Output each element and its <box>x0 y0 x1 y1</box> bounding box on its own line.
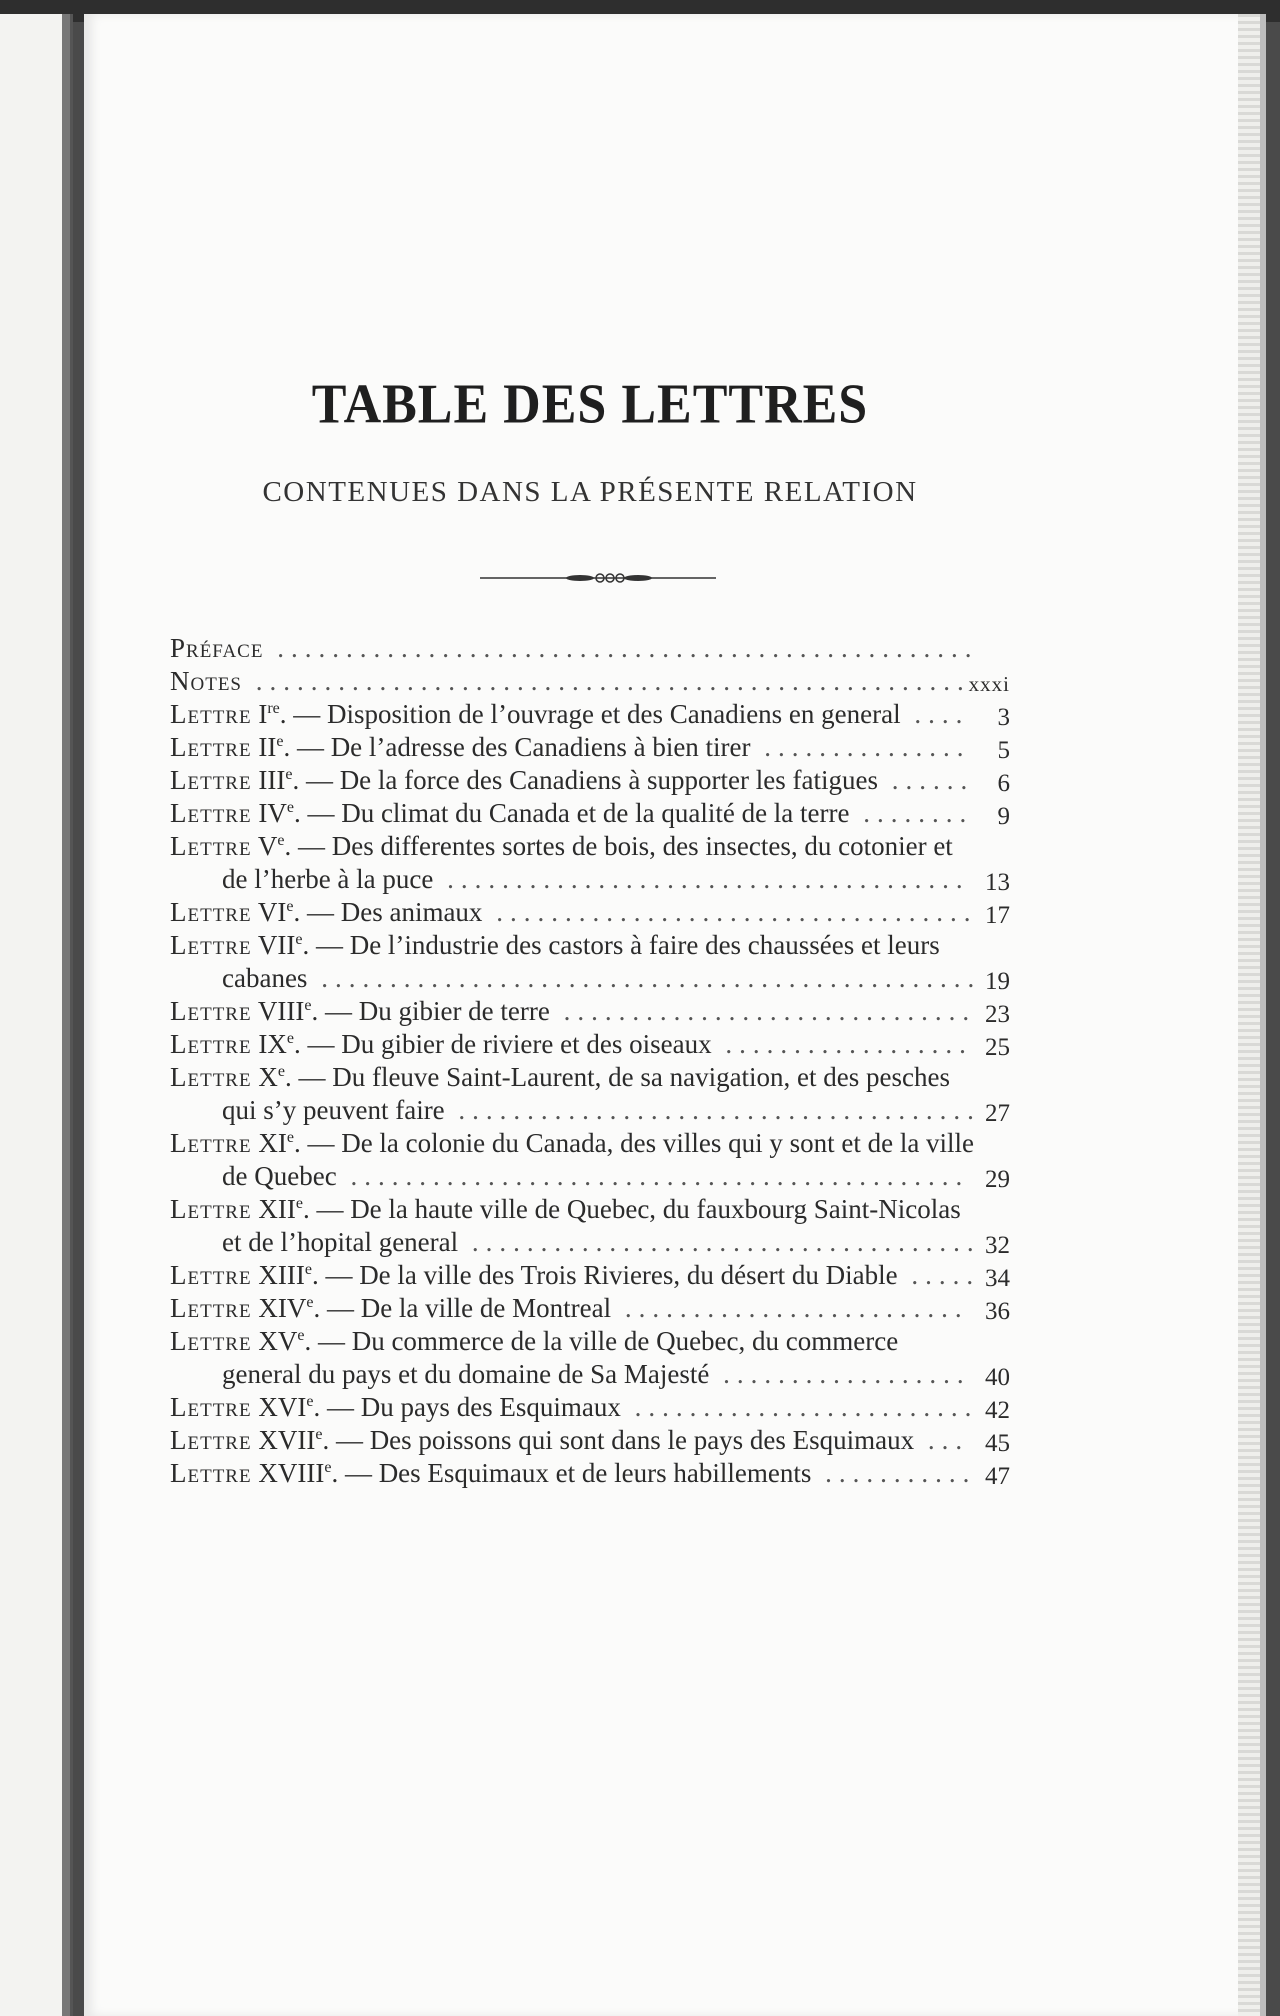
entry-separator: . — <box>284 1062 333 1092</box>
leader-dots: ................................... <box>482 897 978 927</box>
ordinal-suffix: e <box>304 997 312 1014</box>
leader-dots: .............................. <box>549 996 977 1026</box>
ordinal-suffix: e <box>295 1195 303 1212</box>
entry-label: Notes <box>170 666 242 696</box>
entry-label: Lettre <box>170 798 252 828</box>
page-number: 6 <box>997 770 1010 797</box>
entry-label: Lettre <box>170 1128 252 1158</box>
page-number: 3 <box>997 704 1010 731</box>
leader-dots: ...... <box>878 765 975 795</box>
toc-entry-text <box>170 1325 982 1391</box>
entry-label: Lettre <box>170 996 252 1026</box>
entry-label: Lettre <box>170 699 252 729</box>
toc-entry-text <box>170 764 982 797</box>
entry-separator: . — <box>304 1326 352 1356</box>
page-number: 29 <box>985 1166 1010 1193</box>
letter-number: XI <box>258 1128 287 1158</box>
ordinal-suffix: re <box>267 700 280 717</box>
entry-title: Disposition de l’ouvrage et des Canadiens en general <box>327 699 901 729</box>
toc-entry-text <box>170 1193 982 1259</box>
toc-entry-text <box>170 929 982 995</box>
entry-title: Des poissons qui sont dans le pays des Esquimaux <box>369 1425 915 1455</box>
entry-title: De la ville des Trois Rivieres, du désert du Diable <box>359 1260 898 1290</box>
letter-number: V <box>257 831 278 861</box>
entry-label: Lettre <box>170 1062 252 1092</box>
letter-number: III <box>258 765 286 795</box>
ordinal-suffix: e <box>286 1129 294 1146</box>
letter-number: XVI <box>258 1392 307 1422</box>
letter-number: X <box>258 1062 278 1092</box>
toc-entry[interactable] <box>170 731 1020 764</box>
entry-label: Préface <box>170 633 264 663</box>
entry-label: Lettre <box>170 1260 252 1290</box>
entry-separator: . — <box>283 732 331 762</box>
entry-separator: . — <box>302 1194 351 1224</box>
letter-number: I <box>258 699 268 729</box>
entry-separator: . — <box>302 930 350 960</box>
entry-separator: . — <box>331 1458 379 1488</box>
page-number: 5 <box>997 737 1010 764</box>
page-number: xxxi <box>968 672 1010 696</box>
entry-label: Lettre <box>170 1458 252 1488</box>
entry-separator: . — <box>292 765 340 795</box>
page-number: 36 <box>985 1298 1010 1325</box>
entry-separator: . — <box>293 1029 342 1059</box>
toc-entry-text <box>170 665 982 698</box>
page-number: 40 <box>985 1364 1010 1391</box>
toc-entry-text <box>170 1259 982 1292</box>
entry-title: De l’adresse des Canadiens à bien tirer <box>330 732 751 762</box>
entry-separator: . — <box>293 798 342 828</box>
ordinal-suffix: e <box>286 898 294 915</box>
leader-dots: ........... <box>811 1458 977 1488</box>
letter-number: IV <box>258 798 287 828</box>
ordinal-suffix: e <box>324 1459 332 1476</box>
toc-entry[interactable] <box>170 1127 1020 1193</box>
leader-dots: ................................................ <box>307 963 982 993</box>
ordinal-suffix: e <box>286 799 294 816</box>
page-number: 25 <box>985 1034 1010 1061</box>
ordinal-suffix: e <box>304 1261 312 1278</box>
letter-number: VIII <box>257 996 305 1026</box>
toc-entry-text <box>170 1457 982 1490</box>
toc-entry[interactable] <box>170 830 1020 896</box>
facing-page-edge <box>0 14 73 2016</box>
toc-entry[interactable] <box>170 1457 1020 1490</box>
entry-title: Du gibier de terre <box>358 996 550 1026</box>
toc-entry[interactable] <box>170 896 1020 929</box>
leader-dots: ................................................... <box>263 633 979 663</box>
ordinal-suffix: e <box>295 931 303 948</box>
page-number: 34 <box>985 1265 1010 1292</box>
leader-dots: ............... <box>750 732 971 762</box>
entry-separator: . — <box>313 1392 361 1422</box>
entry-label: Lettre <box>170 831 252 861</box>
leader-dots: ......................... <box>620 1392 979 1422</box>
leader-dots: ........ <box>849 798 974 828</box>
table-of-contents <box>170 632 1020 1490</box>
letter-number: II <box>258 732 277 762</box>
toc-entry[interactable] <box>170 1259 1020 1292</box>
toc-entry[interactable] <box>170 1325 1020 1391</box>
toc-entry[interactable] <box>170 995 1020 1028</box>
entry-title: Des animaux <box>340 897 483 927</box>
toc-entry[interactable] <box>170 665 1020 698</box>
entry-separator: . — <box>311 1260 360 1290</box>
entry-separator: . — <box>322 1425 370 1455</box>
entry-title: Du commerce de la ville de Quebec, du commerce general du pays et du domaine de Sa Majesté <box>222 1326 899 1389</box>
toc-entry-text <box>170 632 982 665</box>
entry-label: Lettre <box>170 1293 252 1323</box>
leader-dots: ... <box>914 1425 970 1455</box>
entry-label: Lettre <box>170 1029 252 1059</box>
entry-title: Du fleuve Saint-Laurent, de sa navigation, et des pesches qui s’y peuvent faire <box>222 1062 950 1125</box>
page-number: 23 <box>985 1001 1010 1028</box>
toc-entry-text <box>170 830 982 896</box>
toc-entry[interactable] <box>170 632 1020 665</box>
entry-title: De la force des Canadiens à supporter les fatigues <box>339 765 878 795</box>
entry-label: Lettre <box>170 1194 252 1224</box>
letter-number: XVII <box>258 1425 316 1455</box>
toc-entry[interactable] <box>170 929 1020 995</box>
ordinal-suffix: e <box>277 1063 285 1080</box>
letter-number: XVIII <box>258 1458 325 1488</box>
entry-separator: . — <box>313 1293 361 1323</box>
letter-number: XV <box>258 1326 298 1356</box>
entry-separator: . — <box>293 1128 342 1158</box>
page-number: 45 <box>985 1430 1010 1457</box>
entry-title: De la haute ville de Quebec, du fauxbourg Saint-Nicolas et de l’hopital general <box>222 1194 961 1257</box>
toc-entry-text <box>170 995 982 1028</box>
letter-number: VI <box>257 897 287 927</box>
leader-dots: .................. <box>711 1029 973 1059</box>
page-edge-stack <box>1238 14 1260 2016</box>
leader-dots: .................. <box>709 1359 971 1389</box>
page-number: 42 <box>985 1397 1010 1424</box>
entry-label: Lettre <box>170 930 252 960</box>
page-number: 17 <box>985 902 1010 929</box>
toc-entry-text <box>170 1424 982 1457</box>
leader-dots: ...................................... <box>444 1095 981 1125</box>
toc-entry[interactable] <box>170 1391 1020 1424</box>
toc-entry[interactable] <box>170 1193 1020 1259</box>
toc-entry-text <box>170 731 982 764</box>
entry-separator: . — <box>311 996 359 1026</box>
ordinal-suffix: e <box>306 1294 314 1311</box>
entry-label: Lettre <box>170 1392 252 1422</box>
ordinal-suffix: e <box>315 1426 323 1443</box>
toc-entry-text <box>170 698 982 731</box>
leader-dots: ............................................. <box>336 1161 970 1191</box>
entry-separator: . — <box>284 831 332 861</box>
ordinal-suffix: e <box>285 766 293 783</box>
entry-title: De la colonie du Canada, des villes qui y sont et de la ville de Quebec <box>222 1128 975 1191</box>
page-number: 13 <box>985 869 1010 896</box>
entry-label: Lettre <box>170 765 252 795</box>
toc-entry-text <box>170 1061 982 1127</box>
entry-label: Lettre <box>170 1425 252 1455</box>
toc-entry[interactable] <box>170 698 1020 731</box>
leader-dots: ......................... <box>611 1293 969 1323</box>
ordinal-suffix: e <box>276 733 284 750</box>
entry-title: Des Esquimaux et de leurs habillements <box>378 1458 812 1488</box>
entry-separator: . — <box>279 699 328 729</box>
leader-dots: .... <box>900 699 970 729</box>
toc-entry[interactable] <box>170 1028 1020 1061</box>
toc-entry-text <box>170 1127 982 1193</box>
toc-entry-text <box>170 1391 982 1424</box>
leader-dots: .................................................... <box>242 666 971 696</box>
entry-title: Du gibier de riviere et des oiseaux <box>341 1029 712 1059</box>
ordinal-suffix: e <box>286 1030 294 1047</box>
page-title: TABLE DES LETTRES <box>311 373 869 436</box>
toc-entry[interactable] <box>170 1061 1020 1127</box>
letter-number: XIV <box>258 1293 307 1323</box>
entry-title: Des differentes sortes de bois, des insectes, du cotonier et de l’herbe à la puce <box>222 831 953 894</box>
ornament-divider <box>480 568 716 588</box>
page-number: 32 <box>985 1232 1010 1259</box>
letter-number: VII <box>257 930 296 960</box>
entry-label: Lettre <box>170 1326 252 1356</box>
entry-title: Du pays des Esquimaux <box>360 1392 621 1422</box>
toc-entry-text <box>170 1292 982 1325</box>
entry-title: De l’industrie des castors à faire des chaussées et leurs cabanes <box>222 930 940 993</box>
letter-number: XII <box>258 1194 296 1224</box>
ordinal-suffix: e <box>306 1393 314 1410</box>
entry-label: Lettre <box>170 897 252 927</box>
entry-title: Du climat du Canada et de la qualité de la terre <box>341 798 850 828</box>
toc-entry[interactable] <box>170 797 1020 830</box>
leader-dots: ...................................... <box>433 864 970 894</box>
ordinal-suffix: e <box>297 1327 305 1344</box>
toc-entry-text <box>170 797 982 830</box>
entry-label: Lettre <box>170 732 252 762</box>
page-subtitle: CONTENUES DANS LA PRÉSENTE RELATION <box>262 476 918 508</box>
toc-entry[interactable] <box>170 764 1020 797</box>
toc-entry-text <box>170 1028 982 1061</box>
ordinal-suffix: e <box>277 832 285 849</box>
leader-dots: ..... <box>897 1260 981 1290</box>
page-number: 19 <box>985 968 1010 995</box>
page-number: 47 <box>985 1463 1010 1490</box>
letter-number: XIII <box>258 1260 305 1290</box>
page-number: 9 <box>997 803 1010 830</box>
entry-separator: . — <box>293 897 341 927</box>
book-gutter <box>62 14 70 2016</box>
entry-title: De la ville de Montreal <box>360 1293 612 1323</box>
toc-entry-text <box>170 896 982 929</box>
leader-dots: ..................................... <box>458 1227 981 1257</box>
toc-entry[interactable] <box>170 1292 1020 1325</box>
toc-entry[interactable] <box>170 1424 1020 1457</box>
letter-number: IX <box>258 1029 287 1059</box>
page-number: 27 <box>985 1100 1010 1127</box>
